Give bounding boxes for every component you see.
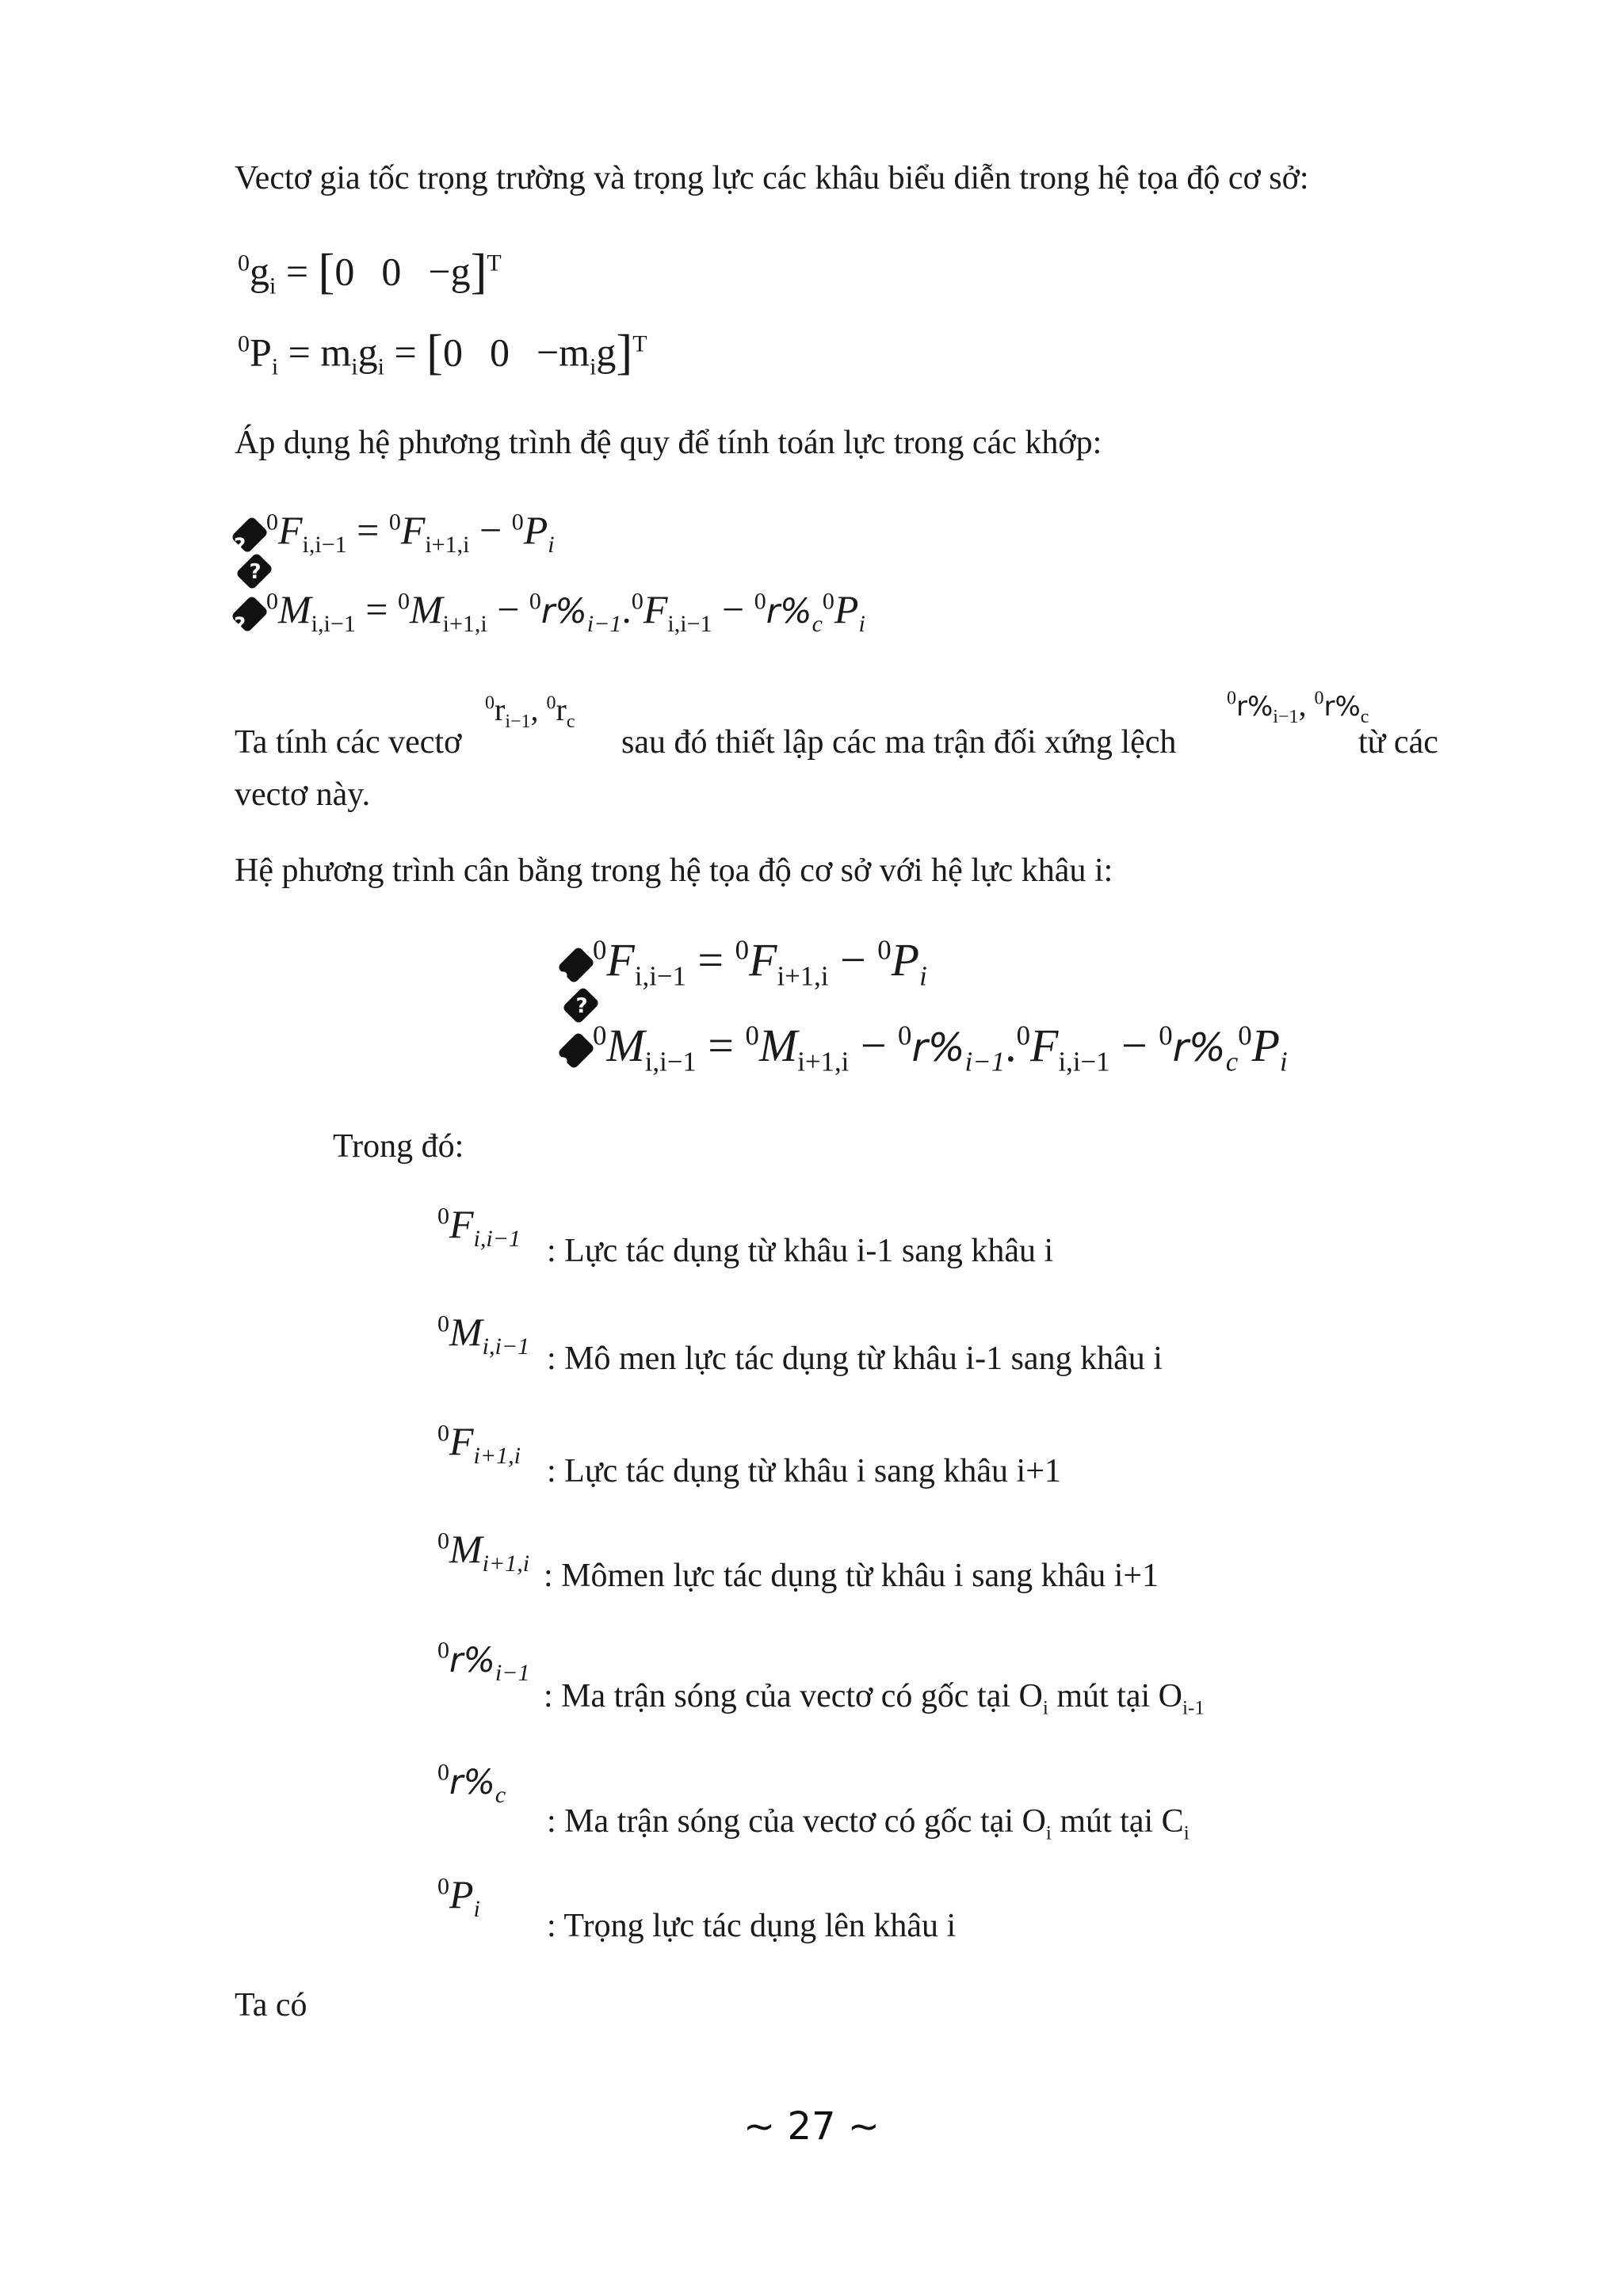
def-text-3: : Mômen lực tác dụng từ khâu i sang khâu i+1 xyxy=(544,1558,1159,1594)
broken-glyph-icon: ? xyxy=(231,594,269,632)
system-1-m-line: $?^0M_{i,i-1} = ^0M_{i+1,i} - ^0r\%_{i-1}.^0F_{i,i-1} - ^0r\%_c^0P_i$ xyxy=(238,586,865,632)
def-text-5: : Ma trận sóng của vectơ có gốc tại $O_i$ mút tại $C_i$ xyxy=(547,1803,1190,1844)
def-symbol-1: $^0M_{i,i-1}$ xyxy=(437,1310,530,1360)
broken-glyph-icon: ? xyxy=(557,946,595,984)
vector-text-part3: từ các xyxy=(1358,724,1438,761)
skew-matrix-symbol: $^0r\%_{i-1}$, $^0r\%_c$ xyxy=(1227,687,1369,727)
system-1-brace-mid xyxy=(242,556,271,586)
system-2-brace-mid xyxy=(569,990,598,1020)
def-symbol-5: $^0r\%_c$ xyxy=(437,1759,506,1808)
r-vectors-symbol: $^0r_{i-1}$, $^0r_c$ xyxy=(485,692,575,732)
recursive-text: Áp dụng hệ phương trình đệ quy để tính toán lực trong các khớp: xyxy=(235,425,1102,461)
balance-text: Hệ phương trình cân bằng trong hệ tọa độ cơ sở với hệ lực khâu i: xyxy=(235,852,1113,889)
def-symbol-4: $^0r\%_{i-1}$ xyxy=(437,1637,530,1686)
broken-glyph-icon: ? xyxy=(231,515,269,553)
where-label: Trong đó: xyxy=(333,1128,464,1165)
gravity-equation: $^0g_i = [0$ 0 −g]$^T$ xyxy=(238,243,502,299)
system-1-f-line: $?^0F_{i,i-1} = ^0F_{i+1,i} - ^0P_i$ xyxy=(238,507,555,553)
def-text-0: : Lực tác dụng từ khâu i-1 sang khâu i xyxy=(547,1233,1054,1269)
vector-text-part1: Ta tính các vectơ xyxy=(235,724,462,761)
def-symbol-6: $^0P_i$ xyxy=(437,1872,480,1922)
vector-text-part2: sau đó thiết lập các ma trận đối xứng lệch xyxy=(621,724,1177,761)
def-symbol-3: $^0M_{i+1,i}$ xyxy=(437,1527,530,1577)
page-number: ~ 27 ~ xyxy=(743,2104,880,2149)
def-symbol-0: $^0F_{i,i-1}$ xyxy=(437,1202,521,1252)
weight-equation: $^0P_i = m_ig_i = [0$ $0 -m_ig]^T$ xyxy=(238,324,647,380)
broken-glyph-icon: ? xyxy=(235,552,273,590)
broken-glyph-icon: ? xyxy=(562,986,600,1024)
def-text-6: : Trọng lực tác dụng lên khâu i xyxy=(547,1908,957,1944)
def-text-2: : Lực tác dụng từ khâu i sang khâu i+1 xyxy=(547,1453,1061,1489)
broken-glyph-icon: ? xyxy=(557,1032,595,1070)
system-2-m-line: $?^0M_{i,i-1} = ^0M_{i+1,i} - ^0r\%_{i-1}.^0F_{i,i-1} - ^0r\%_c^0P_i$ xyxy=(556,1020,1288,1078)
def-symbol-2: $^0F_{i+1,i}$ xyxy=(437,1419,521,1469)
ta-co-text: Ta có xyxy=(235,1987,307,2023)
system-2-f-line: $?^0F_{i,i-1} = ^0F_{i+1,i} - ^0P_i$ xyxy=(556,934,927,993)
def-text-4: : Ma trận sóng của vectơ có gốc tại $O_i$ mút tại $O_{i-1}$ xyxy=(544,1678,1205,1719)
intro-text: Vectơ gia tốc trọng trường và trọng lực các khâu biểu diễn trong hệ tọa độ cơ sở: xyxy=(235,160,1309,196)
vector-text-line2: vectơ này. xyxy=(235,776,371,813)
def-text-1: : Mô men lực tác dụng từ khâu i-1 sang khâu i xyxy=(547,1341,1163,1377)
